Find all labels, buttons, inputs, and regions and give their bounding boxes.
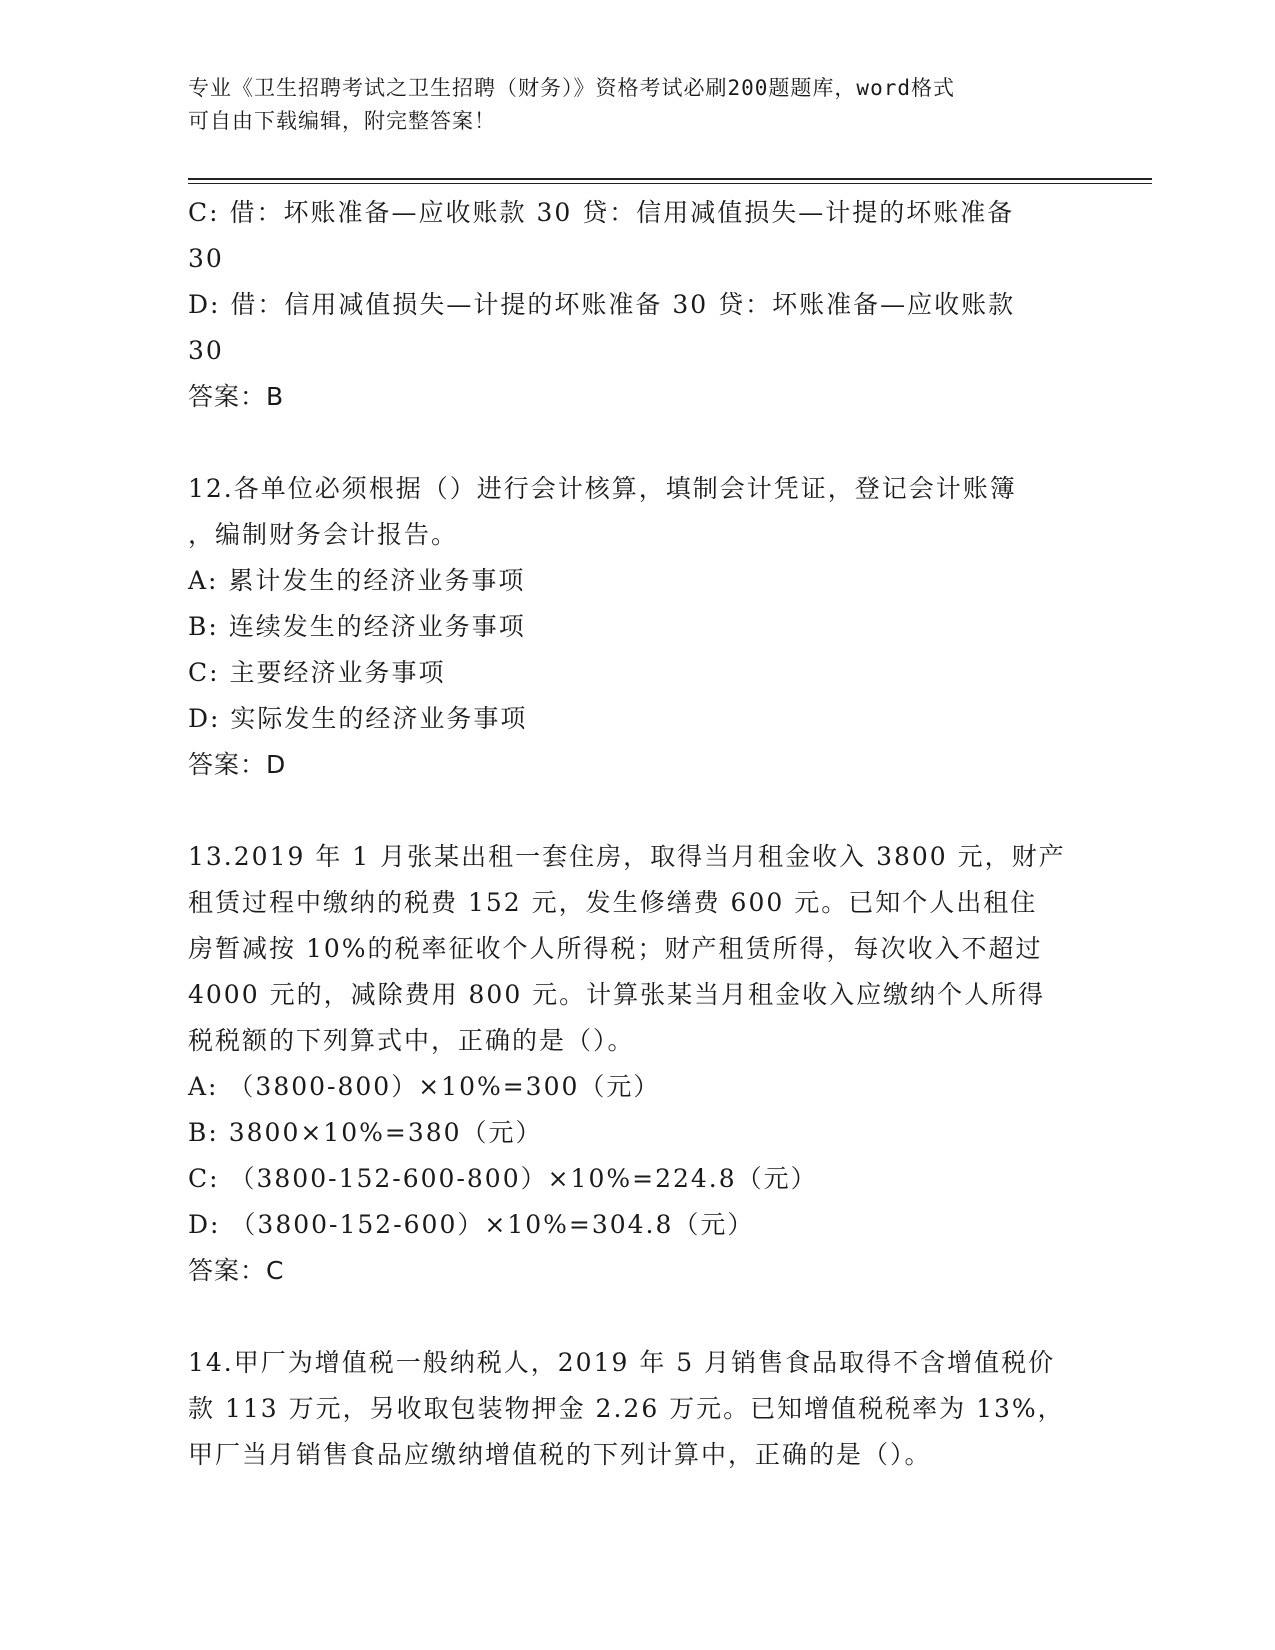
question-14 <box>188 1340 1088 1478</box>
q12-answer: 答案：D <box>188 750 287 779</box>
q12-option-a: A: 累计发生的经济业务事项 <box>188 566 526 595</box>
q13-answer: 答案：C <box>188 1256 285 1285</box>
q12-option-b: B: 连续发生的经济业务事项 <box>188 612 526 641</box>
q13-stem-line-5: 税税额的下列算式中，正确的是（）。 <box>188 1026 635 1055</box>
header-title-line-2: 可自由下载编辑，附完整答案！ <box>188 109 496 133</box>
q11-option-d-line-2: 30 <box>188 336 224 365</box>
q13-option-a: A: （3800-800）×10%=300（元） <box>188 1072 661 1101</box>
q13-option-c: C: （3800-152-600-800）×10%=224.8（元） <box>188 1164 818 1193</box>
q13-stem-line-2: 租赁过程中缴纳的税费 152 元，发生修缮费 600 元。已知个人出租住 <box>188 888 1038 917</box>
q13-stem-line-3: 房暂减按 10%的税率征收个人所得税；财产租赁所得，每次收入不超过 <box>188 934 1043 963</box>
document-body <box>188 190 1088 1478</box>
q13-option-b: B: 3800×10%=380（元） <box>188 1118 543 1147</box>
q14-stem-line-3: 甲厂当月销售食品应缴纳增值税的下列计算中，正确的是（）。 <box>188 1440 932 1469</box>
q13-stem-line-1: 13.2019 年 1 月张某出租一套住房，取得当月租金收入 3800 元，财产 <box>188 842 1066 871</box>
spacer <box>188 788 1088 834</box>
question-11-fragment <box>188 190 1088 420</box>
question-13 <box>188 834 1088 1294</box>
header-title-line-1: 专业《卫生招聘考试之卫生招聘（财务）》资格考试必刷200题题库，word格式 <box>188 76 955 100</box>
q11-answer: 答案：B <box>188 382 285 411</box>
header-divider-thin <box>188 183 1152 184</box>
q11-option-c-line-2: 30 <box>188 244 224 273</box>
q11-option-c-line-1: C: 借：坏账准备—应收账款 30 贷：信用减值损失—计提的坏账准备 <box>188 198 1015 227</box>
header-divider-thick <box>188 178 1152 180</box>
spacer <box>188 420 1088 466</box>
q13-option-d: D: （3800-152-600）×10%=304.8（元） <box>188 1210 755 1239</box>
document-header <box>188 72 1088 138</box>
q11-option-d-line-1: D: 借：信用减值损失—计提的坏账准备 30 贷：坏账准备—应收账款 <box>188 290 1016 319</box>
q12-stem-line-1: 12.各单位必须根据（）进行会计核算，填制会计凭证，登记会计账簿 <box>188 474 1017 503</box>
q14-stem-line-1: 14.甲厂为增值税一般纳税人，2019 年 5 月销售食品取得不含增值税价 <box>188 1348 1056 1377</box>
q12-option-c: C: 主要经济业务事项 <box>188 658 446 687</box>
q14-stem-line-2: 款 113 万元，另收取包装物押金 2.26 万元。已知增值税税率为 13%， <box>188 1394 1065 1423</box>
q12-option-d: D: 实际发生的经济业务事项 <box>188 704 528 733</box>
question-12 <box>188 466 1088 788</box>
spacer <box>188 1294 1088 1340</box>
q12-stem-line-2: ，编制财务会计报告。 <box>188 520 459 549</box>
q13-stem-line-4: 4000 元的，减除费用 800 元。计算张某当月租金收入应缴纳个人所得 <box>188 980 1046 1009</box>
